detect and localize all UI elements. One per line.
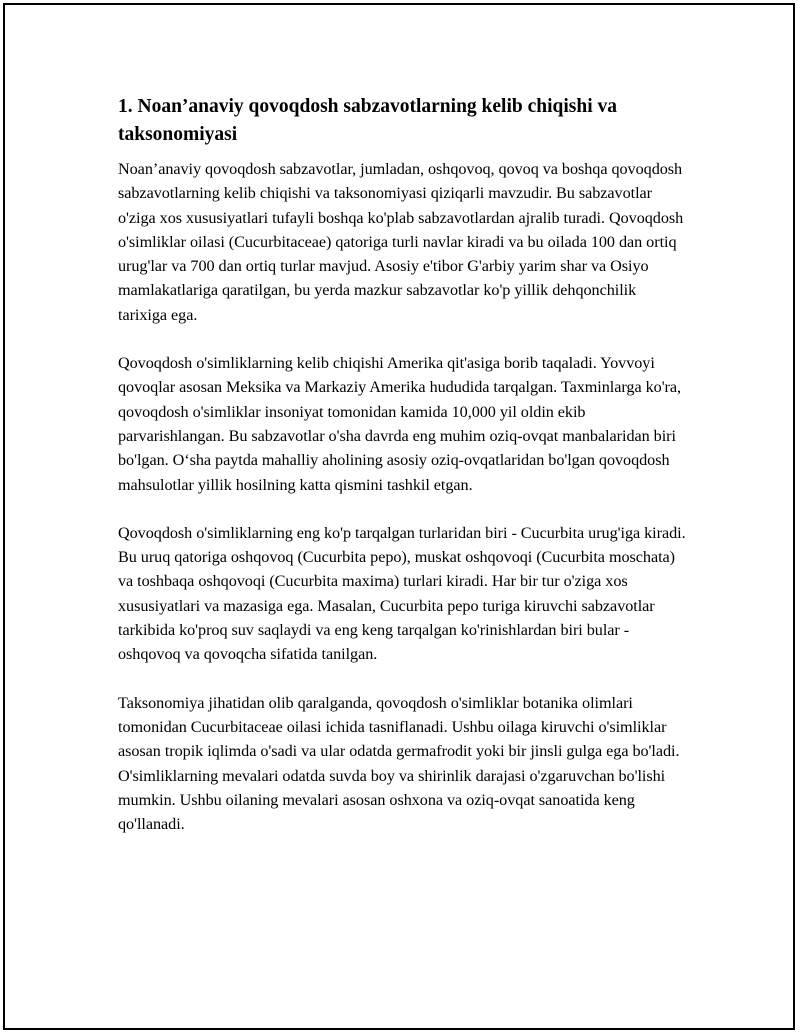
paragraph-3: Qovoqdosh o'simliklarning eng ko'p tarqalgan turlaridan biri - Cucurbita urug'iga kiradi. Bu uruq qatoriga oshqovoq (Cucurbita pepo), muskat oshqovoqi (Cucurbita moschata) va toshbaqa oshqovoqi (Cucurbita maxima) turlari kiradi. Har bir tur o'ziga xos xususiyatlari va mazasiga ega. Masalan, Cucurbita pepo turiga kiruvchi sabzavotlar tarkibida ko'proq suv saqlaydi va eng keng tarqalgan ko'rinishlardan biri bular - oshqovoq va qovoqcha sifatida tanilgan. — [118, 523, 686, 664]
document-body — [118, 93, 688, 860]
paragraph-2: Qovoqdosh o'simliklarning kelib chiqishi Amerika qit'asiga borib taqaladi. Yovvoyi qovoqlar asosan Meksika va Markaziy Amerika hududida tarqalgan. Taxminlarga ko'ra, qovoqdosh o'simliklar insoniyat tomonidan kamida 10,000 yil oldin ekib parvarishlangan. Bu sabzavotlar o'sha davrda eng muhim oziq-ovqat manbalaridan biri bo'lgan. O‘sha paytda mahalliy aholining asosiy oziq-ovqatlaridan bo'lgan qovoqdosh mahsulotlar yillik hosilning katta qismini tashkil etgan. — [118, 354, 682, 494]
paragraph-4: Taksonomiya jihatidan olib qaralganda, qovoqdosh o'simliklar botanika olimlari tomonidan Cucurbitaceae oilasi ichida tasniflanadi. Ushbu oilaga kiruvchi o'simliklar asosan tropik iqlimda o'sadi va ular odatda germafrodit yoki bir jinsli gulga ega bo'ladi. O'simliklarning mevalari odatda suvda boy va shirinlik darajasi o'zgaruvchan bo'lishi mumkin. Ushbu oilaning mevalari asosan oshxona va oziq-ovqat sanoatida keng qo'llanadi. — [118, 693, 680, 834]
section-heading: 1. Noan’anaviy qovoqdosh sabzavotlarning kelib chiqishi va taksonomiyasi — [118, 96, 618, 145]
paragraph-1: Noan’anaviy qovoqdosh sabzavotlar, jumladan, oshqovoq, qovoq va boshqa qovoqdosh sabzavotlarning kelib chiqishi va taksonomiyasi qiziqarli mavzudir. Bu sabzavotlar o'ziga xos xususiyatlari tufayli boshqa ko'plab sabzavotlardan ajralib turadi. Qovoqdosh o'simliklar oilasi (Cucurbitaceae) qatoriga turli navlar kiradi va bu oilada 100 dan ortiq urug'lar va 700 dan ortiq turlar mavjud. Asosiy e'tibor G'arbiy yarim shar va Osiyo mamlakatlariga qaratilgan, bu yerda mazkur sabzavotlar ko'p yillik dehqonchilik tarixiga ega. — [118, 160, 684, 324]
